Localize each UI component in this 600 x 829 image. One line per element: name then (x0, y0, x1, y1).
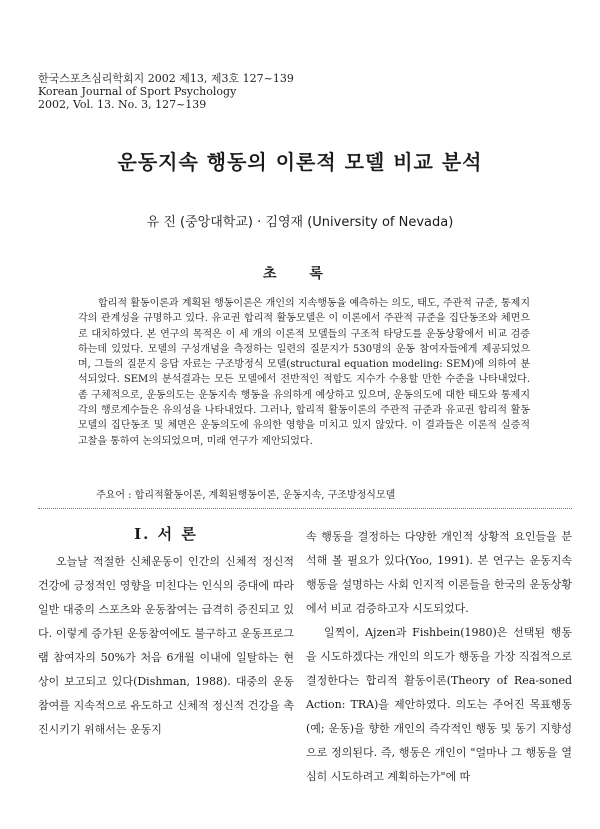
abstract-text: 합리적 활동이론과 계획된 행동이론은 개인의 지속행동을 예측하는 의도, 태도, 주관적 규준, 통제지각의 관계성을 규명하고 있다. 유교권 합리적 활동모델은 이 이론에서 주관적 규준을 집단동조와 체면으로 대치하였다. 본 연구의 목적은 이 세 개의 이론적 모델들의 구조적 타당도를 운동상황에서 비교 검증하는데 있었다. 모델의 구성개념을 측정하는 일련의 질문지가 530명의 운동 참여자들에게 제공되었으며, 그들의 질문지 응답 자료는 구조방정식 모델(structural equation modeling: SEM)에 의하여 분석되었다. SEM의 분석결과는 모든 모델에서 전반적인 적합도 지수가 수용할 만한 수준을 나타내었다. 좀 구체적으로, 운동의도는 운동지속 행동을 유의하게 예상하고 있으며, 운동의도에 대한 태도와 통제지각의 행로계수들은 유의성을 나타내었다. 그러나, 합리적 활동이론의 주관적 규준과 유교권 합리적 활동모델의 집단동조 및 체면은 운동의도에 유의한 영향을 미치고 있지 않았다. 이 결과들은 이론적 실증적 고찰을 통하여 논의되었으며, 미래 연구가 제안되었다. (78, 298, 530, 447)
paper-title: 운동지속 행동의 이론적 모델 비교 분석 (117, 150, 483, 174)
divider (38, 508, 572, 509)
journal-line-korean: 한국스포츠심리학회지 2002 제13, 제3호 127~139 (38, 72, 294, 85)
abstract-heading: 초 록 (263, 266, 337, 282)
journal-line-volume: 2002, Vol. 13. No. 3, 127~139 (38, 98, 207, 111)
paragraph: 오늘날 적절한 신체운동이 인간의 신체적 정신적 건강에 긍정적인 영향을 미친다는 인식의 증대에 따라 일반 대중의 스포츠와 운동참여는 급격히 증진되고 있다. 이렇게 증가된 운동참여에도 불구하고 운동프로그램 참여자의 50%가 처음 6개월 이내에 일탈하는 현상이 보고되고 있다(Dishman, 1988). 대중의 운동참여를 지속적으로 유도하고 신체적 정신적 건강을 촉진시키기 위해서는 운동지 (38, 555, 294, 736)
journal-line-english: Korean Journal of Sport Psychology (38, 85, 237, 98)
left-column (38, 550, 294, 742)
paragraph: 속 행동을 결정하는 다양한 개인적 상황적 요인들을 분석해 볼 필요가 있다(Yoo, 1991). 본 연구는 운동지속 행동을 설명하는 사회 인지적 이론들을 한국의 운동상황에서 비교 검증하고자 시도되었다. (306, 530, 572, 615)
authors: 유 진 (중앙대학교) · 김영재 (University of Nevada) (146, 215, 454, 230)
journal-info (38, 72, 294, 111)
section-heading: I. 서 론 (134, 525, 198, 543)
abstract-body (78, 296, 530, 449)
paragraph: 일찍이, Ajzen과 Fishbein(1980)은 선택된 행동을 시도하겠다는 개인의 의도가 행동을 가장 직접적으로 결정한다는 합리적 활동이론(Theory of Rea-soned Action: TRA)을 제안하였다. 의도는 주어진 목표행동(예; 운동)을 향한 개인의 즉각적인 행동 및 동기 지향성으로 정의된다. 즉, 행동은 개인이 "얼마나 그 행동을 열심히 시도하려고 계획하는가"에 따 (306, 626, 572, 783)
right-column (306, 525, 572, 789)
keywords: 주요어 : 합리적활동이론, 계획된행동이론, 운동지속, 구조방정식모델 (96, 490, 396, 501)
